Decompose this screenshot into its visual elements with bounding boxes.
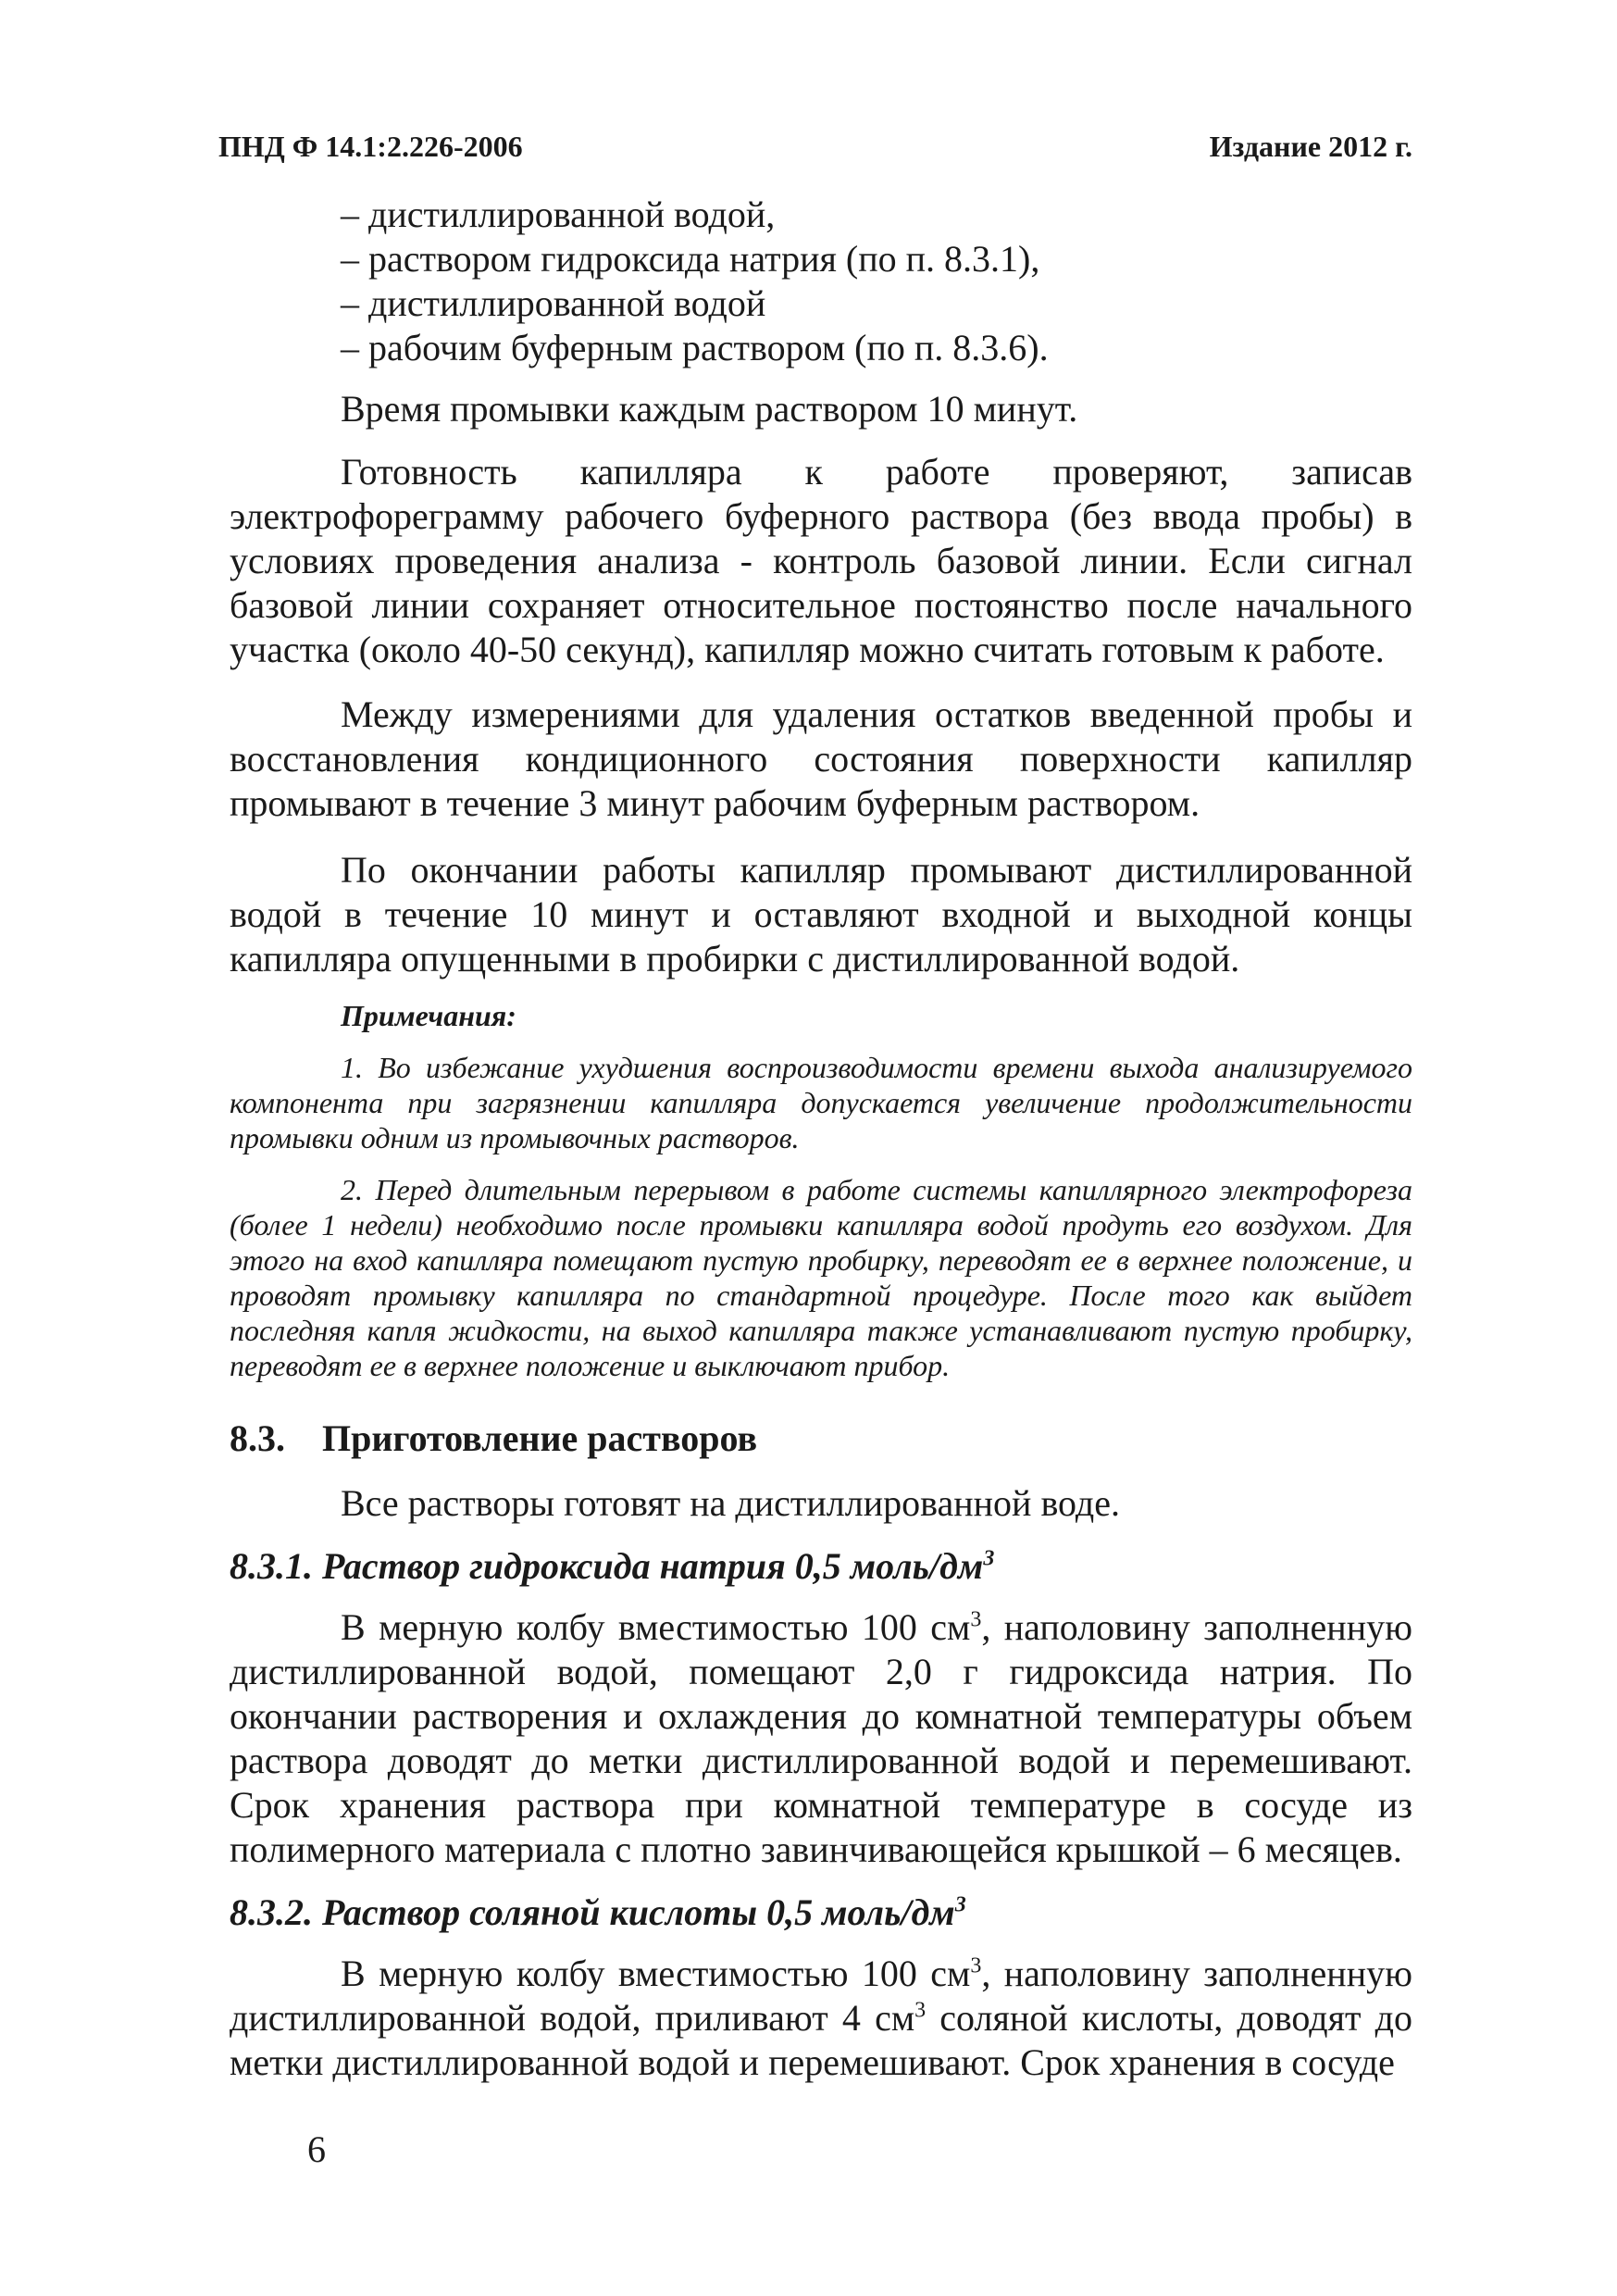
end-of-work-paragraph: По окончании работы капилляр промывают дистиллированной водой в течение 10 минут и оставляют входной и выходной концы капилляра опущенными в пробирки с дистиллированной водой. [230,849,1412,980]
superscript-3: 3 [914,1998,927,2023]
notes-title: Примечания: [341,999,516,1032]
readiness-paragraph: Готовность капилляра к работе проверяют, записав электрофореграмму рабочего буферного раствора (без ввода пробы) в условиях проведения анализа - контроль базовой линии. Если сигнал базовой линии сохраняет относительное постоянство после начального участка (около 40-50 секунд), капилляр можно считать готовым к работе. [230,451,1412,670]
page-body [230,193,1412,2085]
text-part: В мерную колбу вместимостью 100 см [341,1953,971,1994]
edition-label: Издание 2012 г. [1209,130,1412,163]
section-intro: Все растворы готовят на дистиллированной воде. [341,1482,1121,1524]
between-measurements-paragraph: Между измерениями для удаления остатков введенной пробы и восстановления кондиционного состояния поверхности капилляр промывают в течение 3 минут рабочим буферным раствором. [230,693,1412,824]
text-part: В мерную колбу вместимостью 100 см [341,1606,971,1648]
wash-steps-list [341,193,1412,370]
subsection-title: 8.3.2. Раствор соляной кислоты 0,5 моль/дм [230,1891,955,1933]
subsection-title: 8.3.1. Раствор гидроксида натрия 0,5 моль/дм [230,1545,984,1587]
page-number: 6 [307,2128,326,2170]
wash-step: – дистиллированной водой [341,282,766,324]
superscript-3: 3 [970,1953,982,1978]
note-2: 2. Перед длительным перерывом в работе системы капиллярного электрофореза (более 1 недели) необходимо после промывки капилляра водой продуть его воздухом. Для этого на вход капилляра помещают пустую пробирку, переводят ее в верхнее положение, и проводят промывку капилляра по стандартной процедуре. После того как выйдет последняя капля жидкости, на выход капилляра также устанавливают пустую пробирку, переводят ее в верхнее положение и выключают прибор. [230,1173,1412,1382]
document-code: ПНД Ф 14.1:2.226-2006 [218,130,523,163]
text-part: , наполовину заполненную дистиллированной водой, помещают 2,0 г гидроксида натрия. По окончании растворения и охлаждения до комнатной температуры объем раствора доводят до метки дистиллированной водой и перемешивают. Срок хранения раствора при комнатной температуре в сосуде из полимерного материала с плотно завинчивающейся крышкой – 6 месяцев. [230,1606,1412,1870]
section-number: 8.3. [230,1417,285,1459]
subsection-8-3-2-text [230,1952,1412,2085]
wash-step: – раствором гидроксида натрия (по п. 8.3.1), [341,238,1040,280]
wash-step: – рабочим буферным раствором (по п. 8.3.6). [341,327,1049,368]
text-part: соляной кислоты, доводят до метки дистиллированной водой и перемешивают. Срок хранения в сосуде [230,1997,1412,2083]
wash-step: – дистиллированной водой, [341,193,776,235]
superscript-3: 3 [954,1892,966,1917]
subsection-8-3-1-text [230,1605,1412,1872]
text-part: , наполовину заполненную дистиллированной водой, приливают 4 см [230,1953,1412,2039]
subsection-8-3-2-heading [230,1890,1412,1935]
subsection-8-3-1-heading [230,1544,1412,1589]
section-title: Приготовление растворов [322,1417,758,1459]
superscript-3: 3 [970,1607,982,1632]
superscript-3: 3 [983,1546,995,1571]
wash-time-text: Время промывки каждым раствором 10 минут. [341,388,1078,430]
note-1: 1. Во избежание ухудшения воспроизводимости времени выхода анализируемого компонента при загрязнении капилляра допускается увеличение продолжительности промывки одним из промывочных растворов. [230,1051,1412,1154]
section-heading [230,1416,1412,1461]
